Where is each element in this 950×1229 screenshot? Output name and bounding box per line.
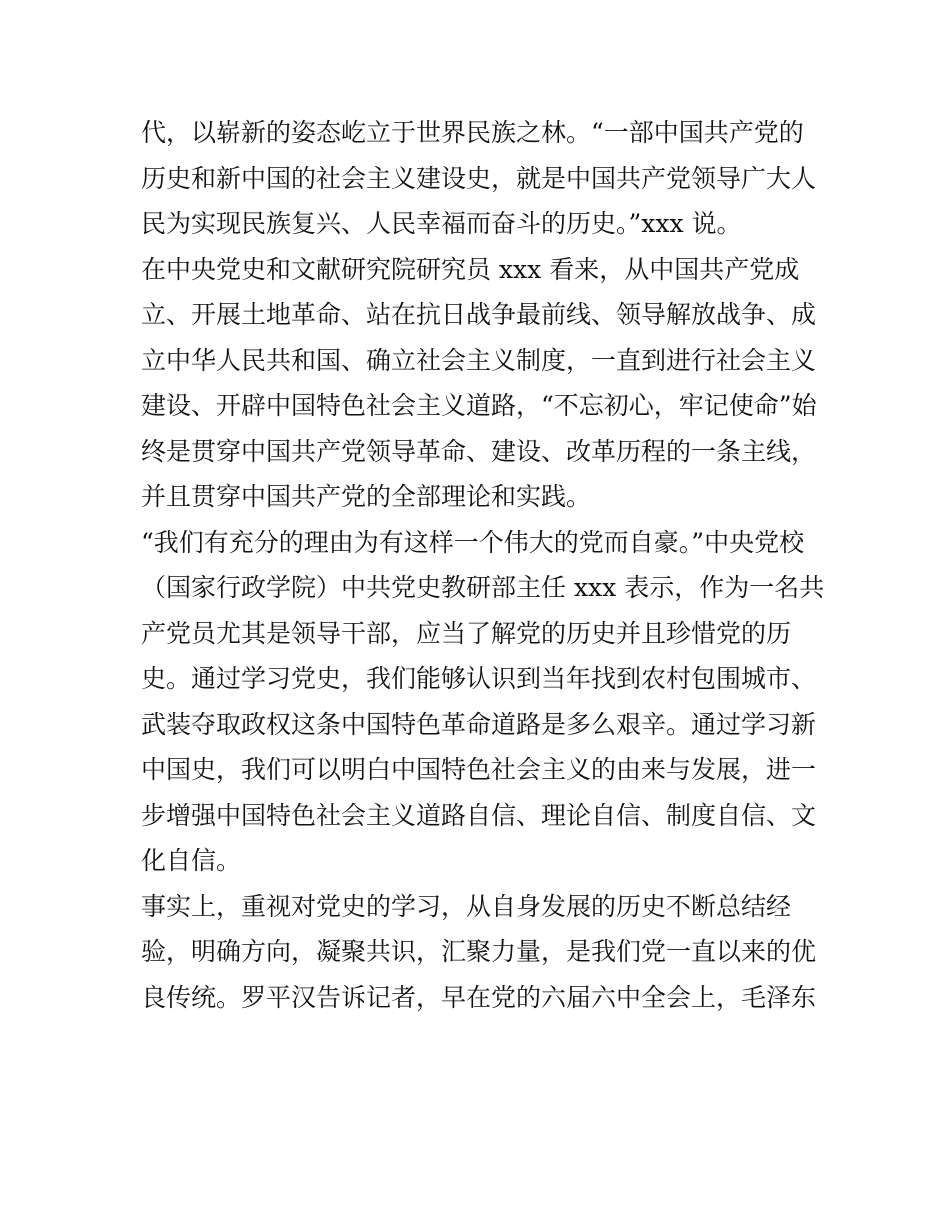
text-line: 代，以崭新的姿态屹立于世界民族之林。“一部中国共产党的 <box>141 118 804 147</box>
text-line: 民为实现民族复兴、人民幸福而奋斗的历史。”xxx 说。 <box>141 209 742 238</box>
text-line: 武装夺取政权这条中国特色革命道路是多么艰辛。通过学习新 <box>141 709 817 739</box>
text-line: 中国史，我们可以明白中国特色社会主义的由来与发展，进一 <box>141 755 817 784</box>
text-line: “我们有充分的理由为有这样一个伟大的党而自豪。”中央党校 <box>141 527 805 557</box>
text-line: 立、开展土地革命、站在抗日战争最前线、领导解放战争、成 <box>141 300 817 329</box>
text-line: （国家行政学院）中共党史教研部主任 xxx 表示，作为一名共 <box>141 573 825 602</box>
text-line: 步增强中国特色社会主义道路自信、理论自信、制度自信、文 <box>141 800 817 830</box>
text-line: 在中央党史和文献研究院研究员 xxx 看来，从中国共产党成 <box>141 254 800 284</box>
text-line: 化自信。 <box>141 846 242 875</box>
text-line: 产党员尤其是领导干部，应当了解党的历史并且珍惜党的历 <box>141 618 792 648</box>
text-line: 终是贯穿中国共产党领导革命、建设、改革历程的一条主线， <box>141 436 817 466</box>
document-body <box>141 110 825 1020</box>
text-line: 并且贯穿中国共产党的全部理论和实践。 <box>141 482 592 511</box>
text-line: 良传统。罗平汉告诉记者，早在党的六届六中全会上，毛泽东 <box>141 982 817 1012</box>
text-line: 立中华人民共和国、确立社会主义制度，一直到进行社会主义 <box>141 345 817 375</box>
text-line: 验，明确方向，凝聚共识，汇聚力量，是我们党一直以来的优 <box>141 937 817 966</box>
text-line: 建设、开辟中国特色社会主义道路，“不忘初心，牢记使命”始 <box>141 391 817 420</box>
text-line: 史。通过学习党史，我们能够认识到当年找到农村包围城市、 <box>141 664 817 693</box>
text-line: 事实上，重视对党史的学习，从自身发展的历史不断总结经 <box>141 891 792 921</box>
text-line: 历史和新中国的社会主义建设史，就是中国共产党领导广大人 <box>141 163 817 193</box>
